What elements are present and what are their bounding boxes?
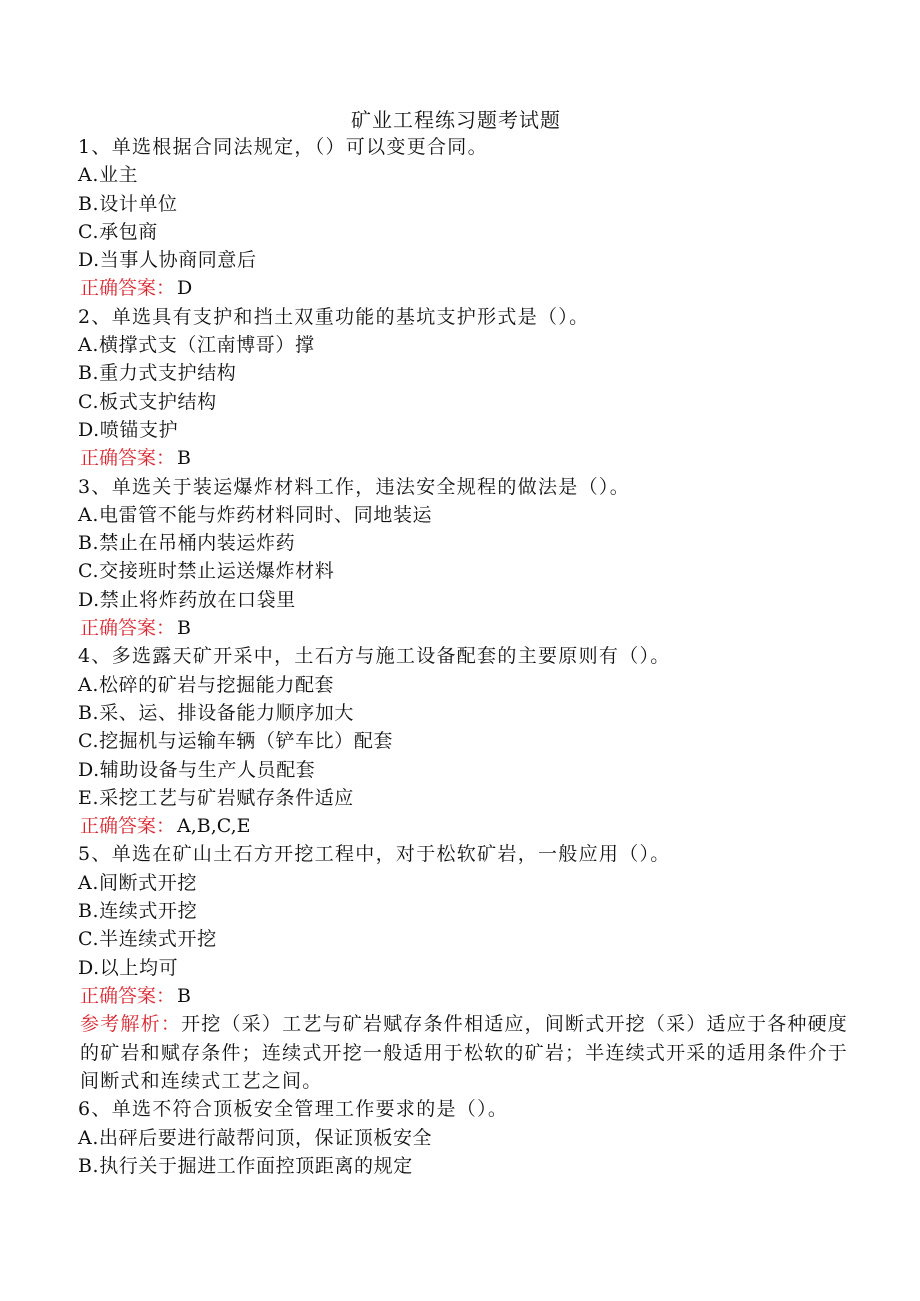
option-b: B.执行关于掘进工作面控顶距离的规定 [78, 1155, 413, 1178]
option-c: C.承包商 [78, 220, 158, 243]
answer-label: 正确答案： [80, 447, 176, 470]
question-list [78, 133, 848, 1180]
option-a: A.横撑式支（江南博哥）撑 [78, 334, 315, 357]
option-c: C.板式支护结构 [78, 390, 217, 413]
question-stem: 5、单选在矿山土石方开挖工程中，对于松软矿岩，一般应用（）。 [78, 843, 671, 866]
option-a: A.业主 [78, 164, 139, 187]
analysis-label: 参考解析： [80, 1013, 182, 1036]
answer-line [78, 982, 848, 1010]
answer-label: 正确答案： [80, 617, 176, 640]
option-e: E.采挖工艺与矿岩赋存条件适应 [78, 786, 354, 809]
answer-value: B [177, 447, 191, 470]
answer-line [78, 274, 848, 302]
answer-line [78, 444, 848, 472]
option-b: B.采、运、排设备能力顺序加大 [78, 701, 355, 724]
option-b: B.重力式支护结构 [78, 362, 237, 385]
answer-line [78, 812, 848, 840]
option-a: A.电雷管不能与炸药材料同时、同地装运 [78, 503, 433, 526]
analysis-text: 开挖（采）工艺与矿岩赋存条件相适应，间断式开挖（采）适应于各种硬度的矿岩和赋存条件；连续式开挖一般适用于松软的矿岩；半连续式开采的适用条件介于间断式和连续式工艺之间。 [80, 1013, 848, 1093]
question-stem: 4、多选露天矿开采中，土石方与施工设备配套的主要原则有（）。 [78, 645, 671, 668]
document-title: 矿业工程练习题考试题 [351, 108, 561, 132]
question-stem: 1、单选根据合同法规定，（）可以变更合同。 [78, 136, 488, 158]
answer-line [78, 614, 848, 642]
option-c: C.挖掘机与运输车辆（铲车比）配套 [78, 730, 394, 753]
answer-value: A,B,C,E [177, 815, 251, 838]
answer-value: B [177, 984, 191, 1007]
option-c: C.半连续式开挖 [78, 928, 217, 951]
option-b: B.设计单位 [78, 192, 178, 215]
option-d: D.以上均可 [78, 956, 179, 979]
option-d: D.禁止将炸药放在口袋里 [78, 588, 296, 611]
option-b: B.禁止在吊桶内装运炸药 [78, 532, 296, 555]
answer-label: 正确答案： [80, 984, 176, 1007]
question-stem: 3、单选关于装运爆炸材料工作，违法安全规程的做法是（）。 [78, 475, 630, 498]
answer-label: 正确答案： [80, 815, 176, 838]
option-d: D.喷锚支护 [78, 418, 179, 441]
answer-value: B [177, 617, 191, 640]
question-stem: 6、单选不符合顶板安全管理工作要求的是（）。 [78, 1098, 509, 1121]
option-a: A.间断式开挖 [78, 871, 197, 894]
option-a: A.松碎的矿岩与挖掘能力配套 [78, 673, 335, 696]
option-a: A.出砰后要进行敲帮问顶，保证顶板安全 [78, 1126, 433, 1149]
question-stem: 2、单选具有支护和挡土双重功能的基坑支护形式是（）。 [78, 305, 590, 328]
option-d: D.当事人协商同意后 [78, 249, 257, 272]
option-b: B.连续式开挖 [78, 900, 198, 923]
option-c: C.交接班时禁止运送爆炸材料 [78, 560, 335, 583]
answer-value: D [177, 277, 193, 300]
option-d: D.辅助设备与生产人员配套 [78, 758, 316, 781]
analysis-paragraph [78, 1010, 848, 1095]
answer-label: 正确答案： [80, 277, 176, 300]
